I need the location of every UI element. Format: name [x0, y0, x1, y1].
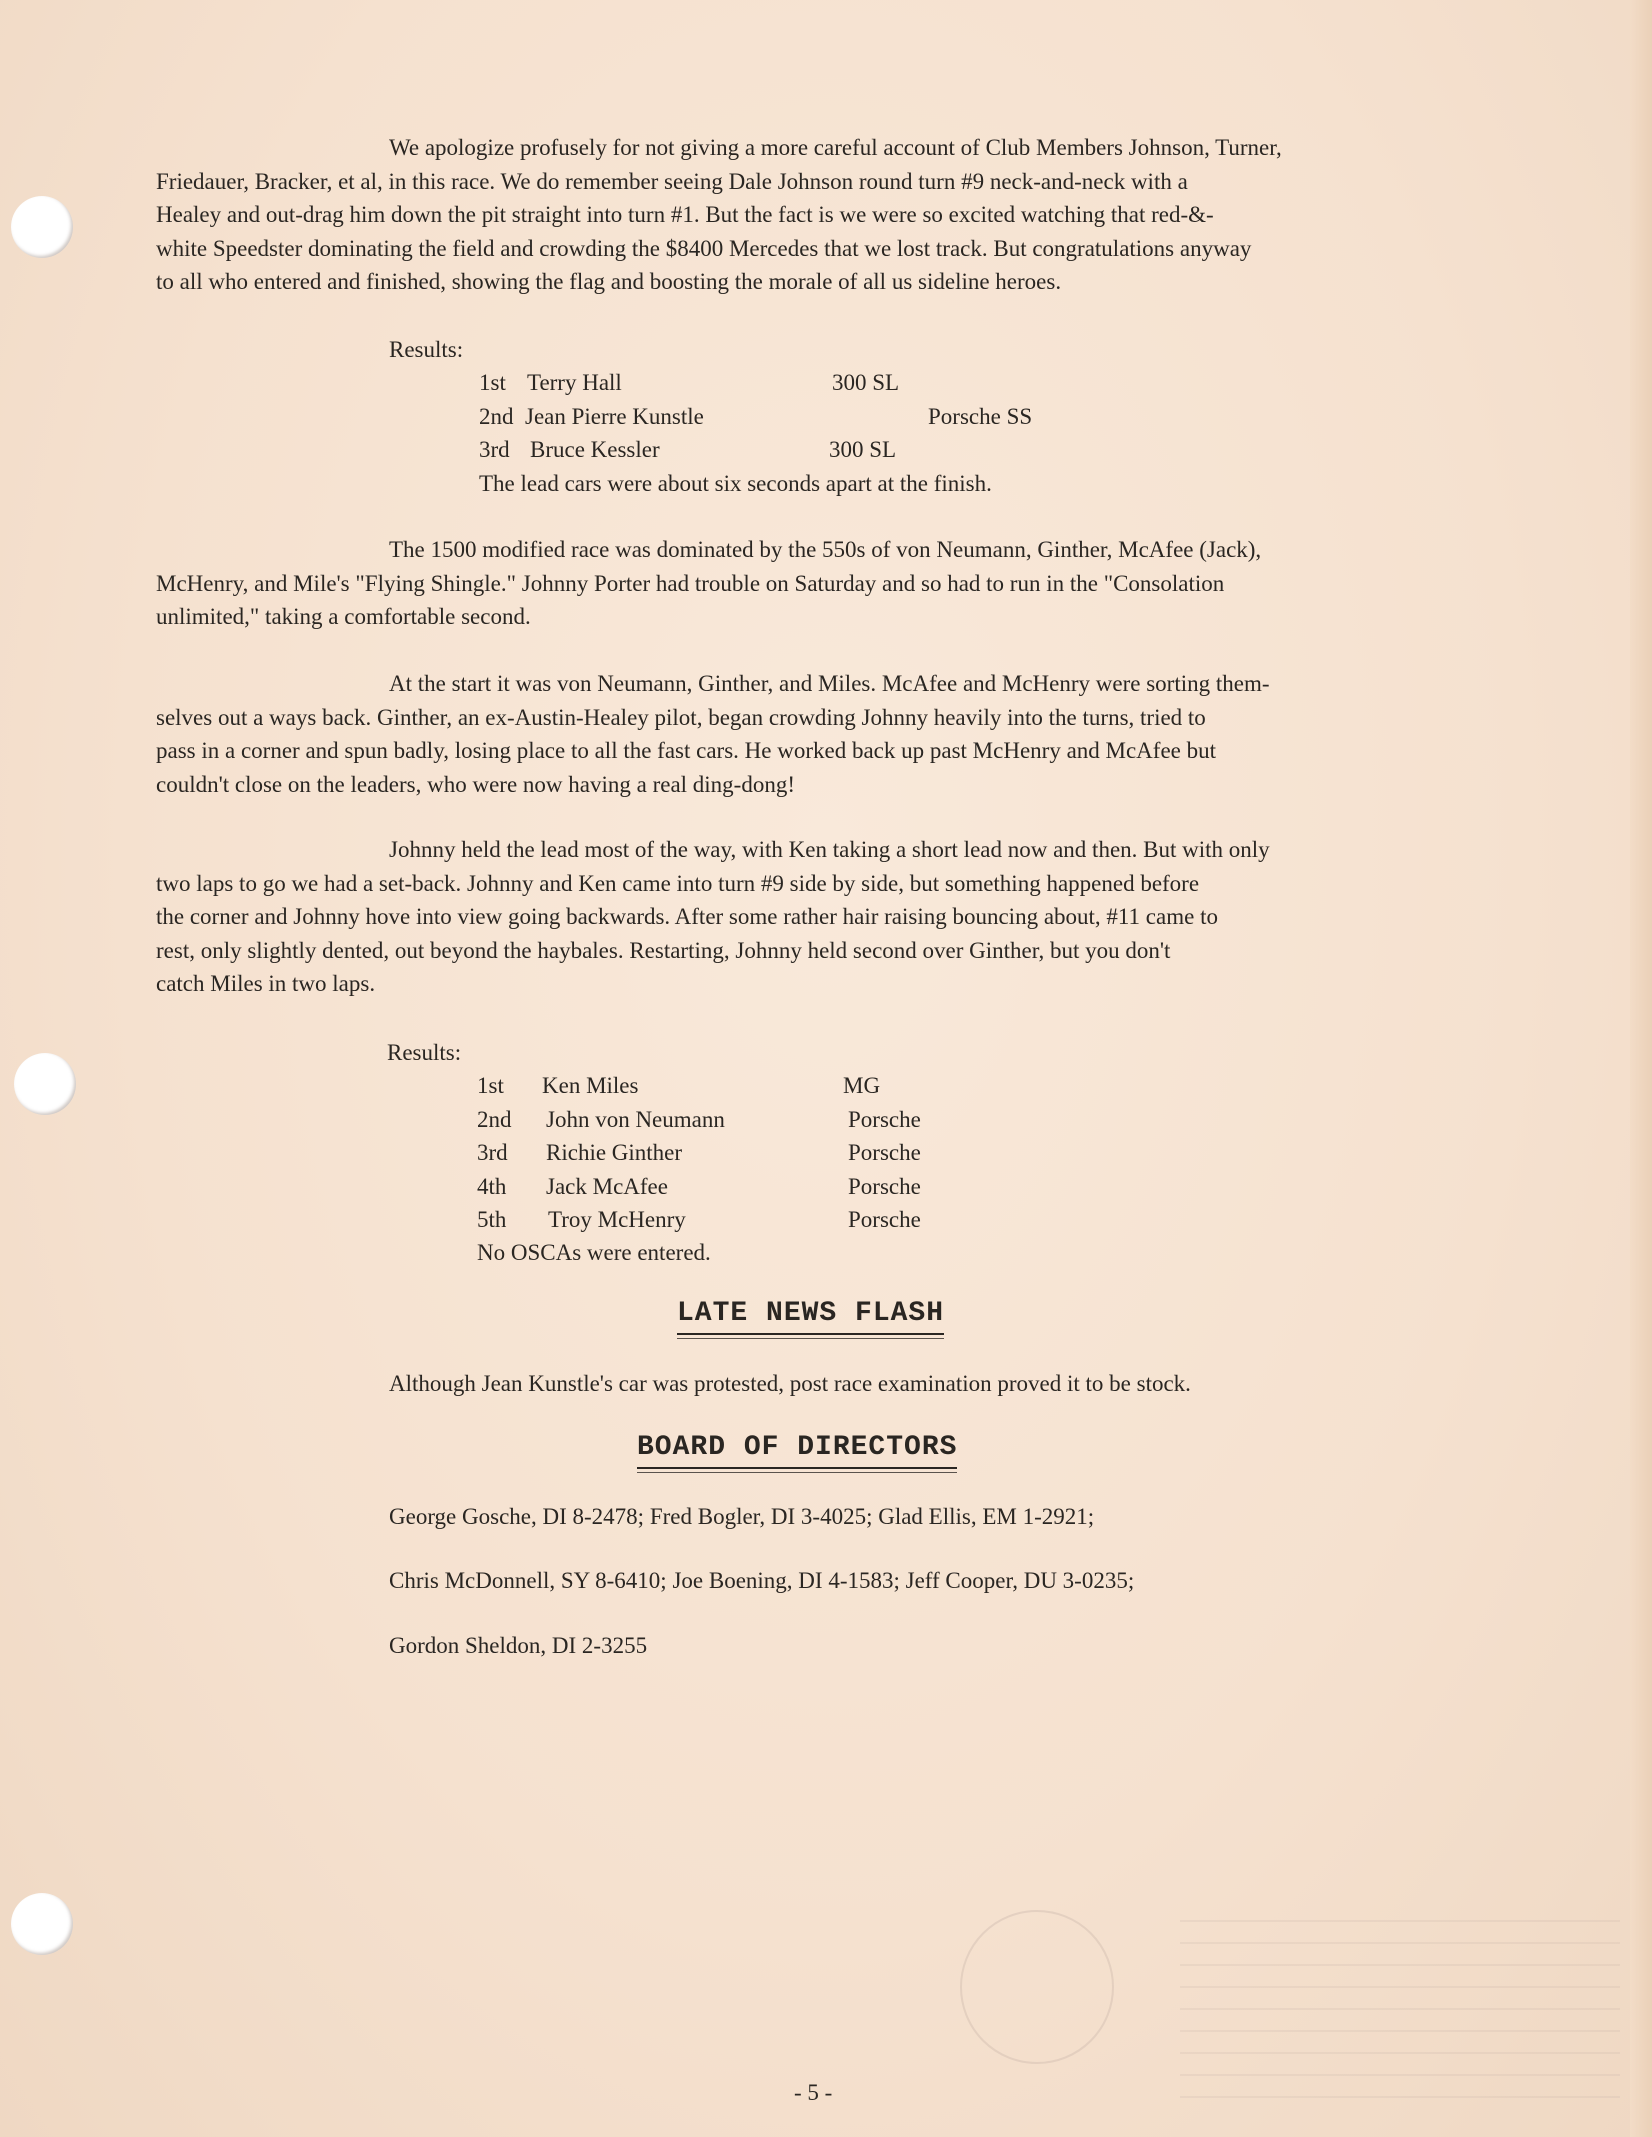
board-line: Gordon Sheldon, DI 2-3255: [389, 1633, 648, 1658]
text-line: to all who entered and finished, showing the flag and boosting the morale of all us sideline heroes.: [156, 269, 1062, 295]
page-number: - 5 -: [794, 2080, 833, 2105]
text-line: white Speedster dominating the field and crowding the $8400 Mercedes that we lost track. But congratulations anyway: [156, 235, 1252, 261]
results-label: Results:: [387, 1040, 462, 1065]
result-car: Porsche: [848, 1174, 921, 1199]
result-place: 5th: [477, 1207, 507, 1232]
result-driver: Jean Pierre Kunstle: [525, 404, 704, 429]
result-driver: Troy McHenry: [548, 1207, 686, 1232]
results-note: The lead cars were about six seconds apart at the finish.: [479, 471, 992, 496]
binder-hole-bottom: [11, 1893, 73, 1955]
board-heading: BOARD OF DIRECTORS: [637, 1432, 957, 1469]
board-line: Chris McDonnell, SY 8-6410; Joe Boening, DI 4-1583; Jeff Cooper, DU 3-0235;: [389, 1568, 1135, 1593]
text-line: Johnny held the lead most of the way, with Ken taking a short lead now and then. But with only: [389, 837, 1270, 862]
result-car: 300 SL: [832, 370, 900, 395]
board-line: George Gosche, DI 8-2478; Fred Bogler, DI 3-4025; Glad Ellis, EM 1-2921;: [389, 1504, 1095, 1529]
binder-hole-top: [11, 196, 73, 258]
result-car: 300 SL: [829, 437, 897, 462]
result-driver: Terry Hall: [527, 370, 622, 395]
result-place: 4th: [477, 1174, 507, 1199]
text-line: Healey and out-drag him down the pit straight into turn #1. But the fact is we were so excited watching that red-&-: [156, 202, 1214, 228]
results-note: No OSCAs were entered.: [477, 1240, 711, 1265]
paragraph-start: [156, 667, 1496, 801]
text-line: catch Miles in two laps.: [156, 971, 376, 997]
result-place: 1st: [477, 1073, 504, 1098]
text-line: At the start it was von Neumann, Ginther, and Miles. McAfee and McHenry were sorting them-: [389, 671, 1270, 696]
result-place: 3rd: [477, 1140, 508, 1165]
result-car: Porsche: [848, 1207, 921, 1232]
postmark-cancel-lines: [1180, 1920, 1620, 2100]
late-news-text: Although Jean Kunstle's car was protested, post race examination proved it to be stock.: [389, 1371, 1191, 1396]
result-car: Porsche: [848, 1140, 921, 1165]
text-line: Friedauer, Bracker, et al, in this race. We do remember seeing Dale Johnson round turn #9 neck-and-neck with a: [156, 168, 1188, 194]
result-driver: Ken Miles: [542, 1073, 639, 1098]
result-driver: Richie Ginther: [546, 1140, 683, 1165]
text-line: selves out a ways back. Ginther, an ex-Austin-Healey pilot, began crowding Johnny heavily into the turns, tried to: [156, 704, 1206, 730]
result-car: MG: [843, 1073, 881, 1098]
result-driver: Bruce Kessler: [530, 437, 660, 462]
text-line: couldn't close on the leaders, who were now having a real ding-dong!: [156, 771, 796, 797]
text-line: the corner and Johnny hove into view going backwards. After some rather hair raising bouncing about, #11 came to: [156, 904, 1218, 930]
result-driver: John von Neumann: [546, 1107, 725, 1132]
text-line: We apologize profusely for not giving a more careful account of Club Members Johnson, Turner,: [389, 135, 1282, 160]
paragraph-1500-modified: [156, 533, 1496, 634]
text-line: The 1500 modified race was dominated by the 550s of von Neumann, Ginther, McAfee (Jack),: [389, 537, 1262, 562]
postmark-circle: [960, 1910, 1114, 2064]
text-line: McHenry, and Mile's "Flying Shingle." Johnny Porter had trouble on Saturday and so had to run in the "Consolation: [156, 570, 1225, 596]
result-car: Porsche SS: [928, 404, 1033, 429]
result-place: 1st: [479, 370, 506, 395]
result-place: 2nd: [477, 1107, 512, 1132]
text-line: pass in a corner and spun badly, losing place to all the fast cars. He worked back up past McHenry and McAfee but: [156, 738, 1217, 764]
paper-edge: [1630, 0, 1652, 2137]
late-news-heading: LATE NEWS FLASH: [677, 1298, 944, 1335]
result-place: 2nd: [479, 404, 514, 429]
result-driver: Jack McAfee: [546, 1174, 668, 1199]
text-line: two laps to go we had a set-back. Johnny and Ken came into turn #9 side by side, but something happened before: [156, 870, 1200, 896]
binder-hole-middle: [14, 1053, 76, 1115]
result-place: 3rd: [479, 437, 510, 462]
paragraph-apology: [156, 131, 1496, 299]
paragraph-setback: [156, 833, 1496, 1001]
text-line: rest, only slightly dented, out beyond the haybales. Restarting, Johnny held second over Ginther, but you don't: [156, 937, 1171, 963]
text-line: unlimited," taking a comfortable second.: [156, 604, 531, 630]
results-label: Results:: [389, 337, 464, 362]
result-car: Porsche: [848, 1107, 921, 1132]
